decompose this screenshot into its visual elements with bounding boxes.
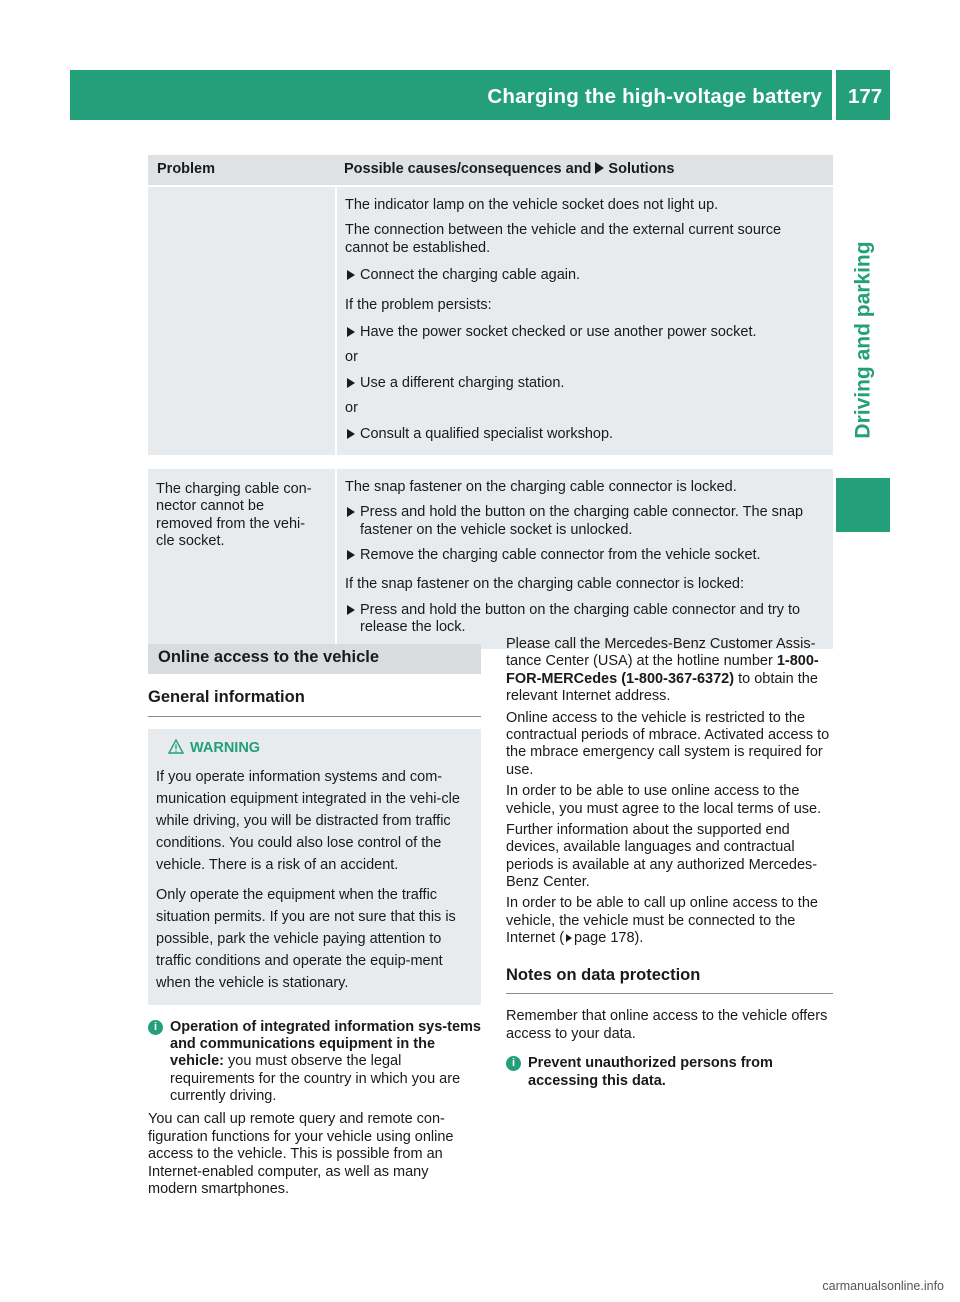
body-paragraph: Online access to the vehicle is restricted to the contractual periods of mbrace. Activated access to the mbrace emergency call system is required for use.: [506, 709, 830, 778]
warning-text: Only operate the equipment when the traffic situation permits. If you are not sure that this is possible, park the vehicle paying attention to traffic conditions and operate the equip-ment when the vehicle is stationary.: [156, 887, 456, 992]
info-icon: i: [506, 1056, 521, 1071]
step-arrow-icon: [347, 550, 355, 560]
info-note-bold: Operation of integrated information sys-tems and communications equipment in the vehicle:: [170, 1018, 481, 1070]
section-title: Online access to the vehicle: [148, 644, 481, 674]
solution-cell: [336, 186, 833, 462]
warning-title: [168, 739, 473, 757]
cause-text: The snap fastener on the charging cable connector is locked.: [345, 478, 737, 495]
problem-text-line: cle socket.: [156, 533, 225, 550]
footer-watermark: carmanualsonline.info: [822, 1279, 944, 1293]
body-paragraph: [506, 895, 833, 947]
step-arrow-icon: [347, 378, 355, 388]
text-run: In order to be able to call up online access to the vehicle, the vehicle must be connected to the Internet (: [506, 895, 818, 947]
solution-cell: [336, 462, 833, 649]
solution-arrow-icon: [595, 162, 604, 174]
page-number: 177: [848, 85, 883, 108]
solution-step: [345, 375, 825, 392]
cause-text: The indicator lamp on the vehicle socket does not light up.: [345, 197, 719, 213]
problem-text-line: removed from the vehi-: [156, 515, 306, 532]
col-header-solutions: [336, 155, 833, 186]
warning-box: [148, 729, 481, 1005]
table-row: [148, 186, 833, 462]
text-run: Please call the Mercedes-Benz Customer Assis-tance Center (USA) at the hotline number: [506, 636, 816, 670]
step-arrow-icon: [347, 327, 355, 337]
step-arrow-icon: [347, 605, 355, 615]
subheading-data-protection: Notes on data protection: [506, 966, 833, 995]
left-column: [148, 644, 481, 1198]
solution-step: [345, 547, 825, 564]
problem-cell: [148, 462, 336, 649]
problem-text-line: nector cannot be: [156, 498, 265, 515]
warning-triangle-icon: [168, 739, 184, 754]
step-text: Press and hold the button on the charging cable connector. The snap fastener on the vehicle socket is unlocked.: [360, 504, 804, 538]
solution-step: [345, 267, 825, 284]
body-paragraph: In order to be able to use online access to the vehicle, you must agree to the local terms of use.: [506, 783, 822, 817]
warning-text: If you operate information systems and com-munication equipment integrated in the vehi-cle while driving, you will be distracted from traffic conditions. You could also lose control of the vehicle. There is a risk of an accident.: [156, 769, 460, 874]
col-header-solutions-suffix: Solutions: [608, 161, 675, 177]
or-text: or: [345, 400, 358, 417]
side-tab-marker: [836, 478, 890, 532]
body-paragraph: You can call up remote query and remote con-figuration functions for your vehicle using online access to the vehicle. This is possible from an Internet-enabled computer, as well as many modern smartphones.: [148, 1111, 454, 1198]
right-column: [506, 636, 833, 1090]
info-note-text: you must observe the legal requirements for the country in which you are currently driving.: [170, 1053, 461, 1105]
solution-step: [345, 324, 825, 341]
hotline-number: 1-800-FOR-MERCedes (1-800-367-6372): [506, 653, 819, 687]
step-arrow-icon: [347, 429, 355, 439]
problem-cell: [148, 186, 336, 462]
solution-step: [345, 426, 825, 443]
cause-text: The connection between the vehicle and the external current source cannot be established.: [345, 222, 782, 256]
header-divider: [832, 70, 836, 120]
step-arrow-icon: [347, 507, 355, 517]
or-text: or: [345, 349, 358, 366]
side-tab: [836, 215, 890, 465]
subheading-general-information: General information: [148, 688, 481, 717]
info-note: [506, 1055, 833, 1090]
col-header-solutions-prefix: Possible causes/consequences and: [344, 161, 592, 177]
problem-text-line: The charging cable con-: [156, 480, 312, 497]
cause-text: If the problem persists:: [345, 296, 492, 313]
table-row: [148, 462, 833, 649]
step-text: Connect the charging cable again.: [360, 267, 581, 284]
info-icon: i: [148, 1020, 163, 1035]
text-run: to obtain the relevant Internet address.: [506, 670, 818, 705]
step-arrow-icon: [347, 270, 355, 280]
body-paragraph: Further information about the supported end devices, available languages and contractual periods is available at any authorized Mercedes-Benz Center.: [506, 821, 818, 891]
info-note: [148, 1019, 481, 1106]
step-text: Remove the charging cable connector from the vehicle socket.: [360, 547, 761, 564]
page-ref-arrow-icon: [566, 934, 572, 942]
text-run: ).: [634, 930, 644, 947]
step-text: Have the power socket checked or use another power socket.: [360, 323, 757, 340]
solution-step: [345, 504, 825, 539]
step-text: Press and hold the button on the charging cable connector and try to release the lock.: [360, 601, 801, 636]
table-header-row: [148, 155, 833, 186]
page-reference-link[interactable]: page 178: [574, 930, 635, 947]
page-header: [70, 70, 890, 120]
side-tab-label: Driving and parking: [851, 241, 875, 439]
solution-step: [345, 602, 825, 637]
chapter-title: Charging the high-voltage battery: [487, 85, 822, 108]
warning-title-text: WARNING: [190, 739, 261, 756]
col-header-problem: Problem: [148, 155, 336, 186]
cause-text: If the snap fastener on the charging cable connector is locked:: [345, 576, 744, 593]
step-text: Use a different charging station.: [360, 374, 565, 391]
body-paragraph: Remember that online access to the vehicle offers access to your data.: [506, 1008, 828, 1042]
body-paragraph: [506, 636, 833, 706]
info-note-bold: Prevent unauthorized persons from accessing this data.: [528, 1055, 773, 1089]
problem-table: [148, 155, 833, 649]
step-text: Consult a qualified specialist workshop.: [360, 425, 614, 442]
